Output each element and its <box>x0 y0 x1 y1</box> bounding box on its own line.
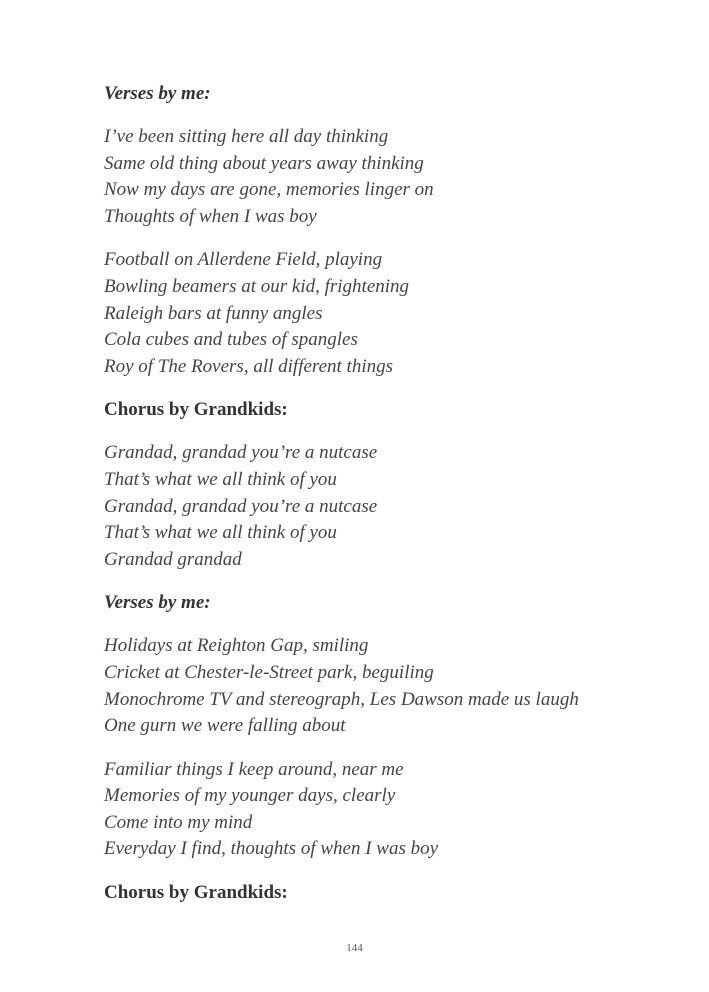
spacer <box>104 107 684 124</box>
lyric-line: Now my days are gone, memories linger on <box>104 179 434 201</box>
lyric-line: Memories of my younger days, clearly <box>104 785 396 807</box>
lyric-line: That’s what we all think of you <box>104 468 337 490</box>
lyric-line: One gurn we were falling about <box>104 715 346 737</box>
lyric-line: Cola cubes and tubes of spangles <box>104 329 358 351</box>
lyric-line: Cricket at Chester-le-Street park, beguiling <box>104 661 434 683</box>
lyric-line: Familiar things I keep around, near me <box>104 758 404 780</box>
spacer <box>104 423 684 440</box>
lyric-line: Same old thing about years away thinking <box>104 152 424 174</box>
stanza <box>104 633 684 739</box>
section-heading: Chorus by Grandkids: <box>104 882 288 904</box>
stanza <box>104 440 684 573</box>
lyric-line: Grandad, grandad you’re a nutcase <box>104 442 378 464</box>
lyric-line: Grandad grandad <box>104 548 242 570</box>
section-heading: Verses by me: <box>104 592 211 614</box>
lyric-line: Grandad, grandad you’re a nutcase <box>104 495 378 517</box>
lyric-line: That’s what we all think of you <box>104 522 337 544</box>
stanza <box>104 757 684 863</box>
lyric-line: Holidays at Reighton Gap, smiling <box>104 635 369 657</box>
lyric-line: I’ve been sitting here all day thinking <box>104 126 389 147</box>
section-heading: Chorus by Grandkids: <box>104 399 288 421</box>
page-body <box>104 81 684 906</box>
spacer <box>104 573 684 590</box>
lyric-line: Roy of The Rovers, all different things <box>104 355 394 377</box>
page-number: 144 <box>346 942 363 954</box>
section-heading: Verses by me: <box>104 83 211 104</box>
lyric-line: Raleigh bars at funny angles <box>104 302 323 324</box>
spacer <box>104 616 684 633</box>
stanza <box>104 247 684 380</box>
spacer <box>104 380 684 397</box>
spacer <box>104 230 684 247</box>
spacer <box>104 740 684 757</box>
lyric-line: Come into my mind <box>104 811 253 833</box>
lyric-line: Everyday I find, thoughts of when I was boy <box>104 838 439 860</box>
lyric-line: Bowling beamers at our kid, frightening <box>104 275 410 297</box>
lyric-line: Thoughts of when I was boy <box>104 205 317 227</box>
lyric-line: Football on Allerdene Field, playing <box>104 249 383 271</box>
lyric-line: Monochrome TV and stereograph, Les Dawson made us laugh <box>104 688 579 710</box>
stanza <box>104 124 684 230</box>
spacer <box>104 863 684 880</box>
